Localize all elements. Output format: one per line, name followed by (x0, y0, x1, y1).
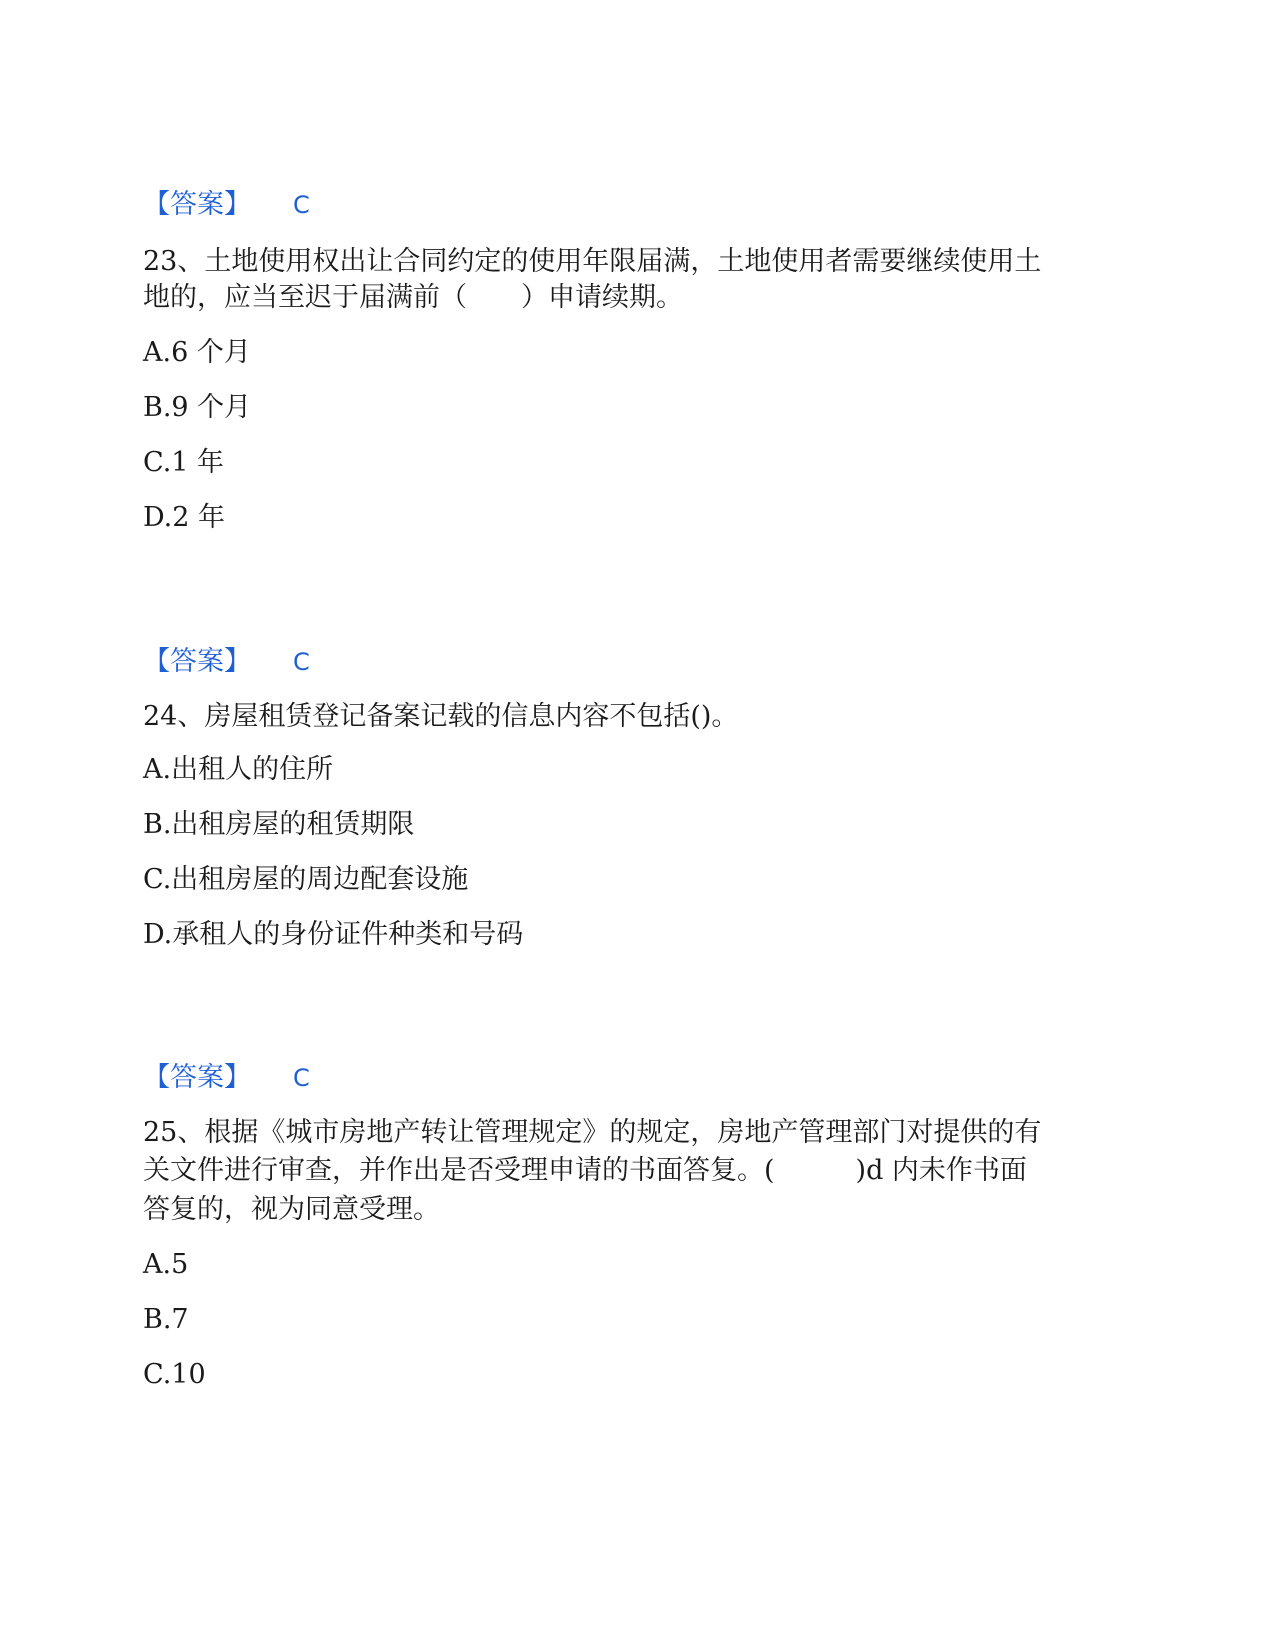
question-text: 地的，应当至迟于届满前（ ）申请续期。 (143, 282, 683, 313)
question-text: 25、根据《城市房地产转让管理规定》的规定，房地产管理部门对提供的有 (143, 1117, 1042, 1148)
option-c: C.10 (143, 1359, 206, 1390)
option-d: D.2 年 (143, 502, 226, 533)
answer-label: 【答案】 (143, 646, 251, 677)
question-text: 关文件进行审查，并作出是否受理申请的书面答复。( )d 内未作书面 (143, 1155, 1027, 1186)
option-a: A.出租人的住所 (143, 754, 334, 785)
question-text: 答复的，视为同意受理。 (143, 1194, 440, 1225)
answer-value: C (293, 191, 310, 219)
option-b: B.出租房屋的租赁期限 (143, 809, 415, 840)
option-d: D.承租人的身份证件种类和号码 (143, 919, 524, 950)
answer-label: 【答案】 (143, 1062, 251, 1093)
option-a: A.6 个月 (143, 337, 251, 368)
option-a: A.5 (143, 1249, 189, 1280)
option-b: B.9 个月 (143, 392, 252, 423)
question-text: 23、土地使用权出让合同约定的使用年限届满，土地使用者需要继续使用土 (143, 246, 1042, 277)
answer-label: 【答案】 (143, 189, 251, 220)
answer-value: C (293, 1064, 310, 1092)
option-c: C.1 年 (143, 447, 225, 478)
question-text: 24、房屋租赁登记备案记载的信息内容不包括()。 (143, 701, 739, 732)
answer-value: C (293, 648, 310, 676)
option-c: C.出租房屋的周边配套设施 (143, 864, 469, 895)
option-b: B.7 (143, 1304, 189, 1335)
